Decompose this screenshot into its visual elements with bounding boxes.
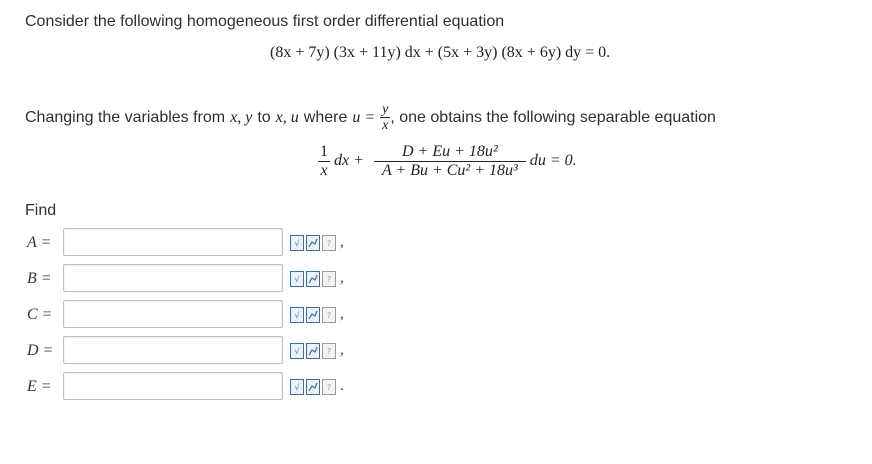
- label-a: A =: [27, 234, 52, 251]
- svg-text:?: ?: [326, 238, 332, 248]
- graph-icon[interactable]: [306, 271, 320, 287]
- answer-a-tools: [290, 234, 344, 251]
- help-icon[interactable]: [322, 307, 336, 323]
- punctuation-b: ,: [340, 270, 344, 286]
- equation-editor-icon[interactable]: [290, 379, 304, 395]
- differential-equation: (8x + 7y) (3x + 11y) dx + (5x + 3y) (8x + 6y) dy = 0.: [270, 44, 611, 61]
- change-frac-num: y: [382, 102, 389, 117]
- left-dx: dx +: [334, 152, 364, 170]
- help-icon[interactable]: [322, 271, 336, 287]
- label-c: C =: [27, 306, 53, 323]
- change-to: to: [257, 108, 271, 126]
- left-frac-den: x: [320, 161, 328, 179]
- answer-c-tools: [290, 306, 344, 323]
- left-frac-num: 1: [320, 143, 328, 160]
- right-frac-den: A + Bu + Cu² + 18u³: [381, 161, 518, 179]
- left-fraction: [318, 143, 330, 179]
- graph-icon[interactable]: [306, 343, 320, 359]
- answer-e-input[interactable]: [63, 372, 283, 400]
- change-vars-to: x, u: [275, 108, 299, 126]
- change-where: where: [303, 108, 348, 126]
- answer-a-input[interactable]: [63, 228, 283, 256]
- help-icon[interactable]: [322, 235, 336, 251]
- label-d: D =: [27, 342, 54, 359]
- graph-icon[interactable]: [306, 307, 320, 323]
- label-b: B =: [27, 270, 52, 287]
- equation-editor-icon[interactable]: [290, 235, 304, 251]
- answer-e-tools: [290, 378, 344, 395]
- svg-text:?: ?: [326, 310, 332, 320]
- right-tail: du = 0.: [529, 152, 577, 170]
- help-icon[interactable]: [322, 343, 336, 359]
- label-e: E =: [27, 378, 52, 395]
- punctuation-e: .: [340, 378, 344, 394]
- change-frac-den: x: [382, 118, 389, 134]
- answer-b-input[interactable]: [63, 264, 283, 292]
- punctuation-d: ,: [340, 342, 344, 358]
- equation-editor-icon[interactable]: [290, 343, 304, 359]
- right-frac-num: D + Eu + 18u²: [374, 143, 526, 162]
- graph-icon[interactable]: [306, 235, 320, 251]
- change-variables-sentence: [25, 102, 716, 134]
- svg-text:√: √: [294, 310, 300, 320]
- svg-text:√: √: [294, 274, 300, 284]
- punctuation-c: ,: [340, 306, 344, 322]
- change-fraction: [380, 102, 390, 134]
- change-vars-from: x, y: [230, 108, 253, 126]
- help-icon[interactable]: [322, 379, 336, 395]
- svg-text:√: √: [294, 346, 300, 356]
- svg-text:?: ?: [326, 346, 332, 356]
- equation-editor-icon[interactable]: [290, 271, 304, 287]
- separable-equation: [318, 143, 577, 179]
- right-fraction: [374, 143, 526, 179]
- change-prefix: Changing the variables from: [25, 108, 226, 126]
- find-label: Find: [25, 202, 57, 219]
- change-suffix: , one obtains the following separable equation: [390, 108, 716, 126]
- change-u: u =: [352, 108, 376, 126]
- equation-editor-icon[interactable]: [290, 307, 304, 323]
- svg-text:?: ?: [326, 382, 332, 392]
- punctuation-a: ,: [340, 234, 344, 250]
- answer-c-input[interactable]: [63, 300, 283, 328]
- svg-text:?: ?: [326, 274, 332, 284]
- answer-d-input[interactable]: [63, 336, 283, 364]
- graph-icon[interactable]: [306, 379, 320, 395]
- svg-text:√: √: [294, 238, 300, 248]
- answer-b-tools: [290, 270, 344, 287]
- problem-intro: Consider the following homogeneous first order differential equation: [25, 13, 505, 30]
- svg-text:√: √: [294, 382, 300, 392]
- answer-d-tools: [290, 342, 344, 359]
